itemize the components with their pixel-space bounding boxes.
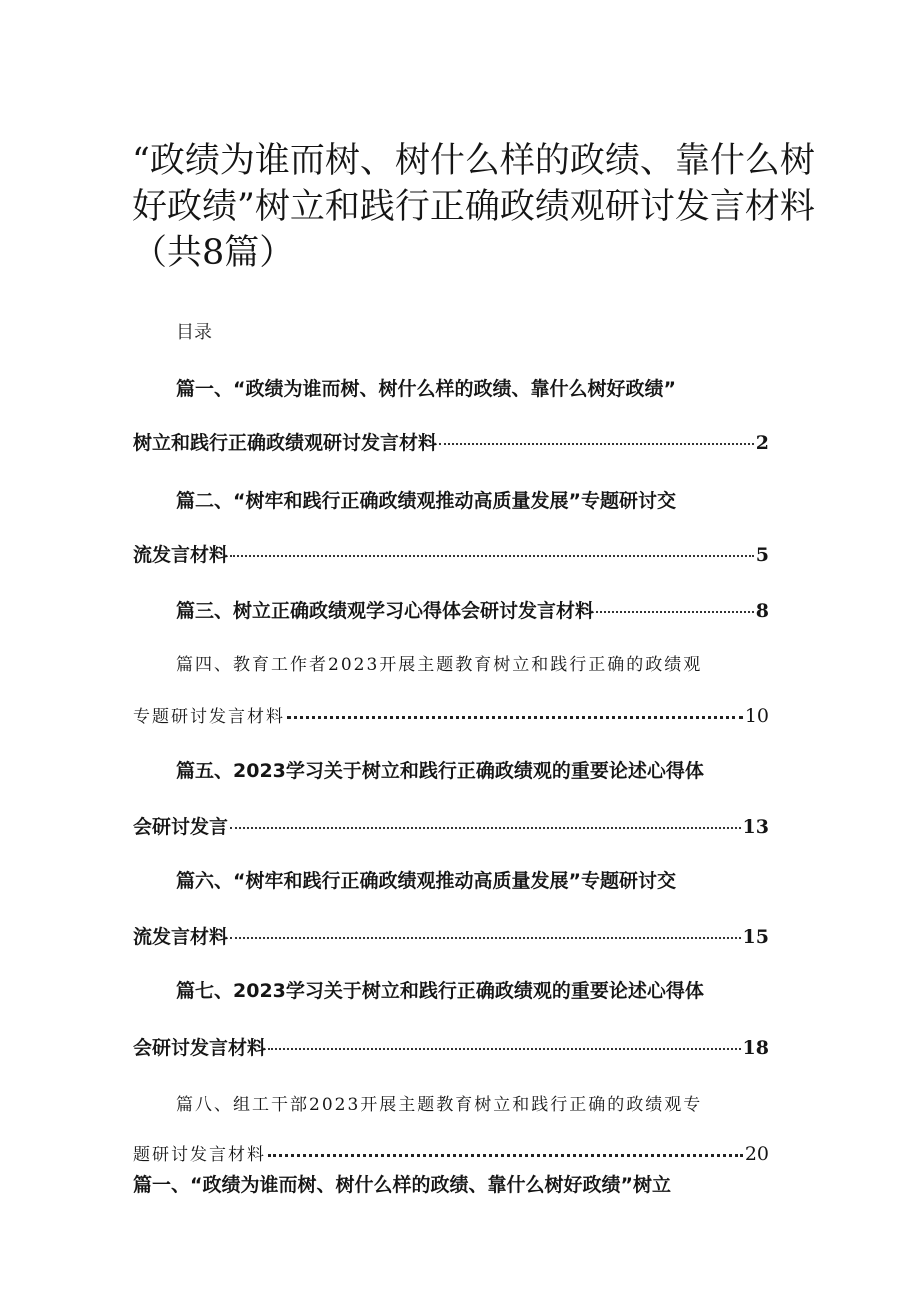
toc-entry-8-row[interactable] [133,1140,769,1165]
title-line-3: （共8篇） [132,233,295,273]
toc-entry-7-line-1[interactable]: 篇七、2023学习关于树立和践行正确政绩观的重要论述心得体 [176,980,704,1002]
toc-heading: 目录 [176,322,212,343]
dot-leader [230,936,741,939]
toc-entry-7-page: 18 [742,1037,769,1059]
section-1-heading: 篇一、“政绩为谁而树、树什么样的政绩、靠什么树好政绩”树立 [133,1174,671,1196]
toc-entry-4-page: 10 [744,705,769,727]
toc-entry-4-line-2: 专题研讨发言材料 [133,707,285,727]
toc-entry-8-page: 20 [744,1143,769,1165]
toc-entry-7-line-2: 会研讨发言材料 [133,1037,267,1059]
toc-entry-2-row[interactable] [133,540,769,567]
title-line-1: “政绩为谁而树、树什么样的政绩、靠什么树 [132,141,815,181]
toc-entry-6-page: 15 [742,926,769,948]
toc-entry-4-line-1[interactable]: 篇四、教育工作者2023开展主题教育树立和践行正确的政绩观 [176,655,703,675]
toc-entry-3-line-1: 篇三、树立正确政绩观学习心得体会研讨发言材料 [176,600,595,622]
dot-leader [268,1047,741,1050]
toc-entry-2-line-2: 流发言材料 [133,544,229,566]
toc-entry-2-page: 5 [755,544,769,566]
toc-entry-8-line-2: 题研讨发言材料 [133,1145,266,1165]
toc-entry-3-page: 8 [755,600,769,622]
toc-entry-1-page: 2 [755,432,769,454]
toc-entry-8-line-1[interactable]: 篇八、组工干部2023开展主题教育树立和践行正确的政绩观专 [176,1095,703,1115]
toc-entry-5-page: 13 [742,816,769,838]
dot-leader [287,715,743,719]
toc-entry-1-line-2: 树立和践行正确政绩观研讨发言材料 [133,432,438,454]
toc-entry-7-row[interactable] [133,1033,769,1060]
dot-leader [596,610,754,613]
dot-leader [268,1153,743,1157]
toc-entry-6-row[interactable] [133,922,769,949]
dot-leader [230,554,754,557]
dot-leader [439,442,754,445]
toc-entry-5-line-1[interactable]: 篇五、2023学习关于树立和践行正确政绩观的重要论述心得体 [176,760,704,782]
title-line-2: 好政绩”树立和践行正确政绩观研讨发言材料 [132,187,815,227]
toc-entry-6-line-1[interactable]: 篇六、“树牢和践行正确政绩观推动高质量发展”专题研讨交 [176,870,676,892]
toc-entry-1-row[interactable] [133,428,769,455]
toc-entry-6-line-2: 流发言材料 [133,926,229,948]
toc-entry-5-line-2: 会研讨发言 [133,816,229,838]
document-title [132,138,815,276]
toc-entry-5-row[interactable] [133,812,769,839]
toc-entry-1-line-1[interactable]: 篇一、“政绩为谁而树、树什么样的政绩、靠什么树好政绩” [176,378,676,400]
toc-entry-2-line-1[interactable]: 篇二、“树牢和践行正确政绩观推动高质量发展”专题研讨交 [176,490,676,512]
dot-leader [230,826,741,829]
toc-entry-4-row[interactable] [133,702,769,727]
toc-entry-3-row[interactable] [176,596,769,623]
